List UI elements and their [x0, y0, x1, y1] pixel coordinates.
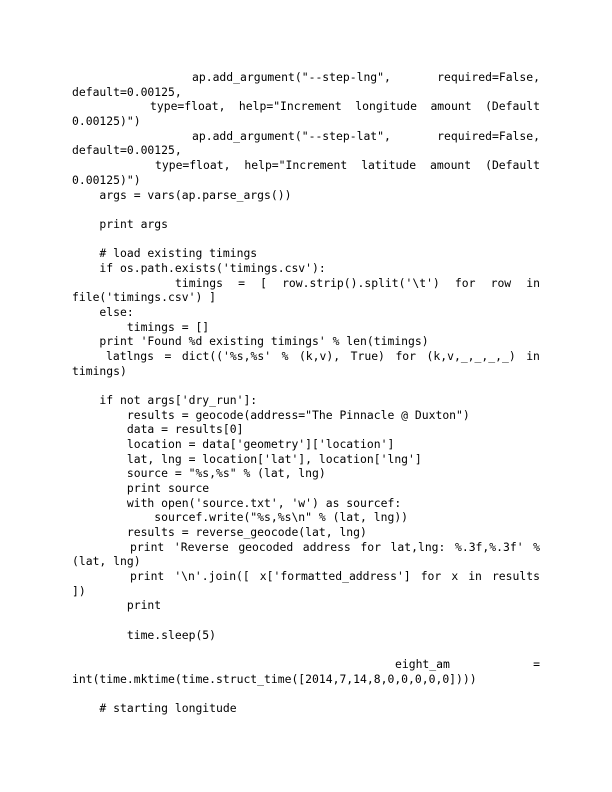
- code-line: 0.00125)"): [72, 114, 141, 128]
- code-comment: # load existing timings: [72, 246, 258, 260]
- code-line: results = geocode(address="The Pinnacle @ Duxton"): [72, 408, 470, 422]
- code-line: source = "%s,%s" % (lat, lng): [72, 466, 326, 480]
- code-line: print: [72, 598, 162, 612]
- code-line: if not args['dry_run']:: [72, 393, 258, 407]
- code-line: int(time.mktime(time.struct_time([2014,7,14,8,0,0,0,0,0]))): [72, 672, 477, 686]
- code-line: sourcef.write("%s,%s\n" % (lat, lng)): [72, 510, 409, 524]
- code-line: print source: [72, 481, 210, 495]
- code-line: default=0.00125,: [72, 85, 182, 99]
- code-line: else:: [72, 305, 134, 319]
- code-line: timings = [ row.strip().split('\t') for row in: [175, 276, 540, 290]
- code-line: ap.add_argument("--step-lat", required=False,: [192, 129, 540, 143]
- code-line: (lat, lng): [72, 554, 141, 568]
- code-line: print args: [72, 217, 169, 231]
- code-line: print '\n'.join([ x['formatted_address'] for x in results: [130, 569, 540, 583]
- code-line: timings): [72, 364, 127, 378]
- code-line: lat, lng = location['lat'], location['lng']: [72, 452, 422, 466]
- code-line: location = data['geometry']['location']: [72, 437, 395, 451]
- code-line: print 'Found %d existing timings' % len(timings): [72, 334, 429, 348]
- code-line: type=float, help="Increment longitude amount (Default: [150, 99, 540, 113]
- code-line: file('timings.csv') ]: [72, 290, 217, 304]
- code-line: args = vars(ap.parse_args()): [72, 188, 292, 202]
- code-line: print 'Reverse geocoded address for lat,lng: %.3f,%.3f' %: [130, 540, 540, 554]
- code-line: eight_am =: [395, 657, 540, 671]
- code-line: if os.path.exists('timings.csv'):: [72, 261, 326, 275]
- code-line: with open('source.txt', 'w') as sourcef:: [72, 496, 402, 510]
- code-line: timings = []: [72, 320, 210, 334]
- code-comment: # starting longitude: [72, 701, 237, 715]
- code-line: ]): [72, 584, 86, 598]
- code-line: type=float, help="Increment latitude amount (Default: [155, 158, 540, 172]
- code-line: latlngs = dict(('%s,%s' % (k,v), True) for (k,v,_,_,_,_) in: [106, 349, 540, 363]
- code-line: default=0.00125,: [72, 143, 182, 157]
- code-line: 0.00125)"): [72, 173, 141, 187]
- code-line: data = results[0]: [72, 422, 244, 436]
- code-line: results = reverse_geocode(lat, lng): [72, 525, 367, 539]
- code-line: ap.add_argument("--step-lng", required=False,: [192, 70, 540, 84]
- code-line: time.sleep(5): [72, 628, 217, 642]
